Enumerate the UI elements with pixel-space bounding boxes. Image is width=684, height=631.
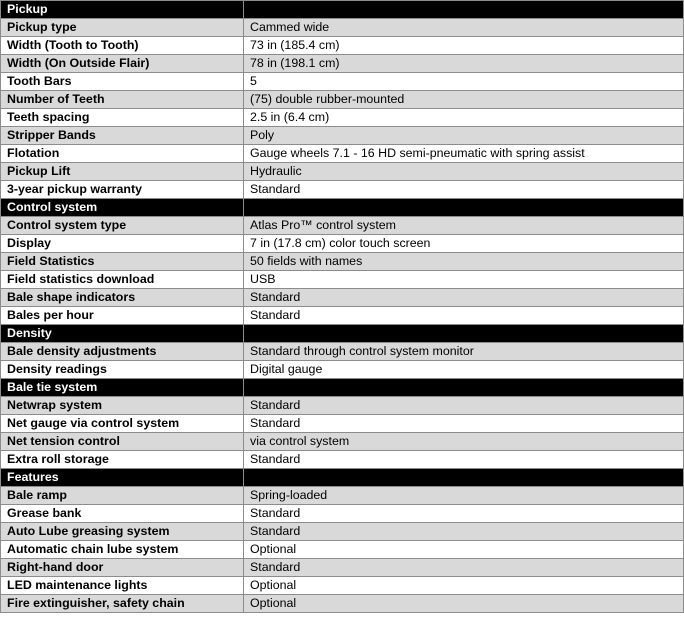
spec-row bbox=[1, 397, 684, 415]
spec-value: Standard through control system monitor bbox=[244, 343, 684, 361]
spec-value: 5 bbox=[244, 73, 684, 91]
spec-row bbox=[1, 181, 684, 199]
spec-row bbox=[1, 73, 684, 91]
spec-row bbox=[1, 307, 684, 325]
spec-label: Number of Teeth bbox=[1, 91, 244, 109]
section-title: Control system bbox=[1, 199, 244, 217]
spec-label: Netwrap system bbox=[1, 397, 244, 415]
section-header-row bbox=[1, 325, 684, 343]
spec-value: Optional bbox=[244, 595, 684, 613]
spec-value: 78 in (198.1 cm) bbox=[244, 55, 684, 73]
spec-row bbox=[1, 487, 684, 505]
spec-row bbox=[1, 541, 684, 559]
spec-row bbox=[1, 289, 684, 307]
section-header-blank bbox=[244, 379, 684, 397]
spec-value: via control system bbox=[244, 433, 684, 451]
spec-row bbox=[1, 217, 684, 235]
spec-label: Bale shape indicators bbox=[1, 289, 244, 307]
spec-row bbox=[1, 19, 684, 37]
section-title: Features bbox=[1, 469, 244, 487]
spec-value: Poly bbox=[244, 127, 684, 145]
spec-label: Pickup Lift bbox=[1, 163, 244, 181]
spec-value: Cammed wide bbox=[244, 19, 684, 37]
section-header-row bbox=[1, 199, 684, 217]
specifications-table-body bbox=[1, 1, 684, 613]
spec-value: (75) double rubber-mounted bbox=[244, 91, 684, 109]
section-title: Bale tie system bbox=[1, 379, 244, 397]
section-title: Pickup bbox=[1, 1, 244, 19]
spec-row bbox=[1, 577, 684, 595]
spec-label: Net tension control bbox=[1, 433, 244, 451]
spec-row bbox=[1, 505, 684, 523]
spec-value: Spring-loaded bbox=[244, 487, 684, 505]
spec-value: Standard bbox=[244, 451, 684, 469]
section-header-row bbox=[1, 379, 684, 397]
spec-row bbox=[1, 253, 684, 271]
spec-label: 3-year pickup warranty bbox=[1, 181, 244, 199]
spec-label: Right-hand door bbox=[1, 559, 244, 577]
spec-label: Density readings bbox=[1, 361, 244, 379]
spec-value: Atlas Pro™ control system bbox=[244, 217, 684, 235]
spec-label: Field statistics download bbox=[1, 271, 244, 289]
spec-value: 7 in (17.8 cm) color touch screen bbox=[244, 235, 684, 253]
section-header-blank bbox=[244, 1, 684, 19]
spec-value: Standard bbox=[244, 559, 684, 577]
spec-value: Standard bbox=[244, 523, 684, 541]
spec-label: Display bbox=[1, 235, 244, 253]
section-header-row bbox=[1, 1, 684, 19]
section-header-blank bbox=[244, 469, 684, 487]
spec-row bbox=[1, 127, 684, 145]
spec-label: Stripper Bands bbox=[1, 127, 244, 145]
spec-row bbox=[1, 55, 684, 73]
spec-row bbox=[1, 343, 684, 361]
spec-label: Bale ramp bbox=[1, 487, 244, 505]
spec-value: Standard bbox=[244, 181, 684, 199]
spec-label: Teeth spacing bbox=[1, 109, 244, 127]
spec-label: Width (Tooth to Tooth) bbox=[1, 37, 244, 55]
spec-label: Pickup type bbox=[1, 19, 244, 37]
spec-value: Standard bbox=[244, 307, 684, 325]
spec-value: USB bbox=[244, 271, 684, 289]
spec-row bbox=[1, 451, 684, 469]
spec-row bbox=[1, 37, 684, 55]
spec-label: Extra roll storage bbox=[1, 451, 244, 469]
spec-label: Net gauge via control system bbox=[1, 415, 244, 433]
spec-row bbox=[1, 361, 684, 379]
spec-value: Standard bbox=[244, 505, 684, 523]
spec-label: Grease bank bbox=[1, 505, 244, 523]
spec-value: 2.5 in (6.4 cm) bbox=[244, 109, 684, 127]
spec-value: Optional bbox=[244, 541, 684, 559]
spec-row bbox=[1, 109, 684, 127]
spec-value: Hydraulic bbox=[244, 163, 684, 181]
spec-label: Auto Lube greasing system bbox=[1, 523, 244, 541]
spec-row bbox=[1, 235, 684, 253]
spec-value: Digital gauge bbox=[244, 361, 684, 379]
spec-row bbox=[1, 559, 684, 577]
spec-label: Flotation bbox=[1, 145, 244, 163]
spec-row bbox=[1, 433, 684, 451]
spec-row bbox=[1, 415, 684, 433]
spec-row bbox=[1, 163, 684, 181]
spec-row bbox=[1, 91, 684, 109]
spec-label: Tooth Bars bbox=[1, 73, 244, 91]
spec-row bbox=[1, 595, 684, 613]
spec-row bbox=[1, 145, 684, 163]
spec-label: Bale density adjustments bbox=[1, 343, 244, 361]
spec-label: Fire extinguisher, safety chain bbox=[1, 595, 244, 613]
spec-value: Optional bbox=[244, 577, 684, 595]
spec-value: Standard bbox=[244, 415, 684, 433]
spec-value: 73 in (185.4 cm) bbox=[244, 37, 684, 55]
spec-label: Bales per hour bbox=[1, 307, 244, 325]
spec-row bbox=[1, 271, 684, 289]
spec-row bbox=[1, 523, 684, 541]
spec-label: Automatic chain lube system bbox=[1, 541, 244, 559]
spec-value: Standard bbox=[244, 289, 684, 307]
spec-label: LED maintenance lights bbox=[1, 577, 244, 595]
spec-value: Gauge wheels 7.1 - 16 HD semi-pneumatic with spring assist bbox=[244, 145, 684, 163]
section-header-blank bbox=[244, 199, 684, 217]
spec-label: Width (On Outside Flair) bbox=[1, 55, 244, 73]
spec-label: Field Statistics bbox=[1, 253, 244, 271]
section-title: Density bbox=[1, 325, 244, 343]
spec-value: 50 fields with names bbox=[244, 253, 684, 271]
section-header-row bbox=[1, 469, 684, 487]
spec-value: Standard bbox=[244, 397, 684, 415]
spec-label: Control system type bbox=[1, 217, 244, 235]
section-header-blank bbox=[244, 325, 684, 343]
